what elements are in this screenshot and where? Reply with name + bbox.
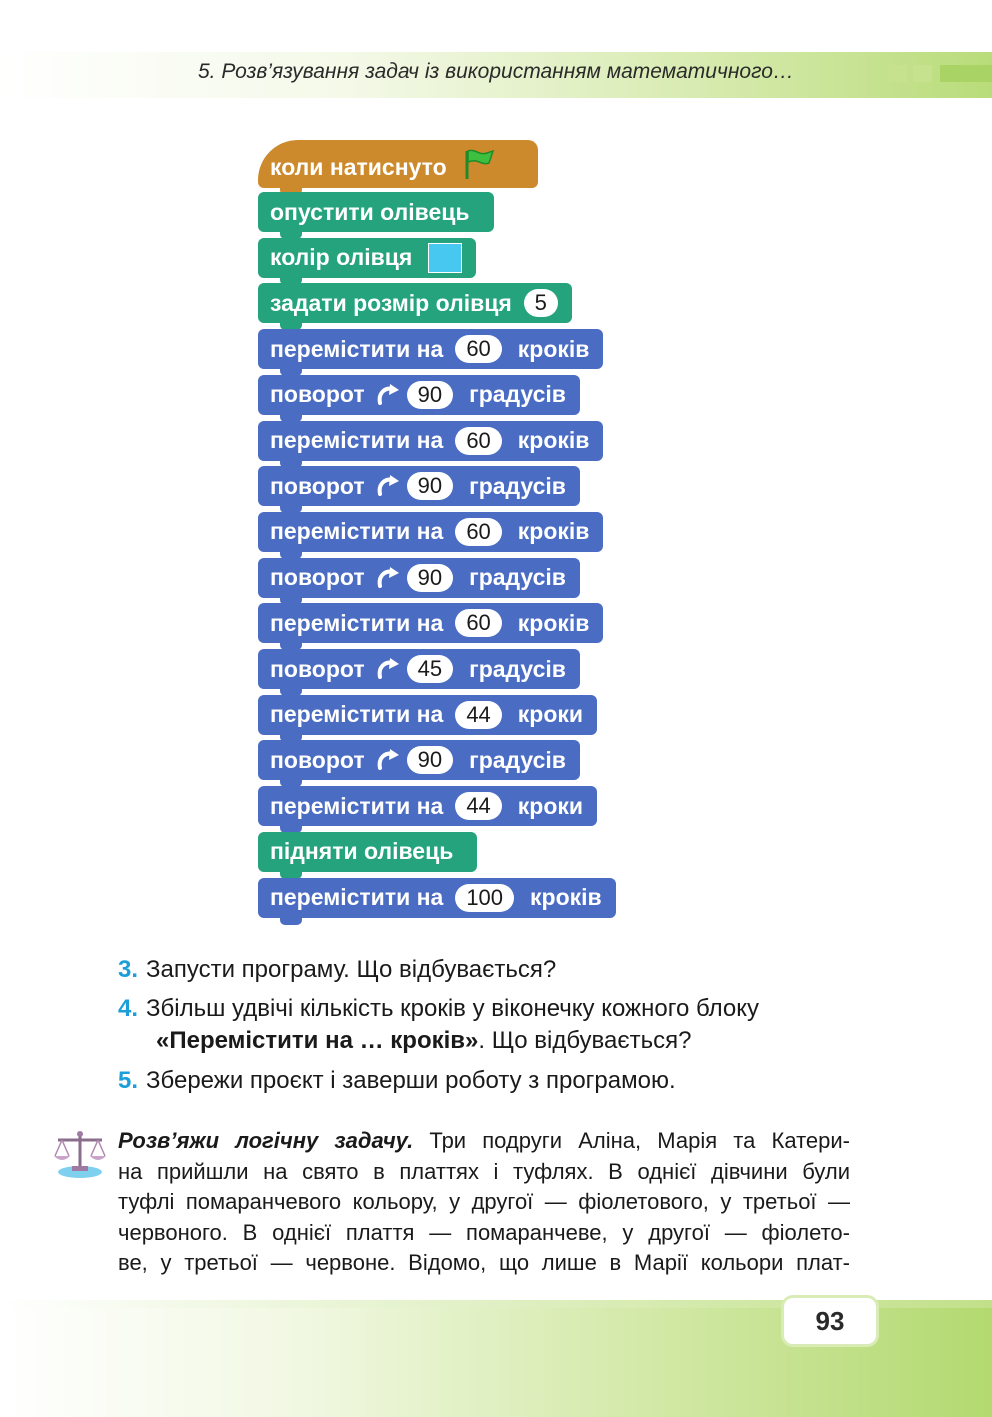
block-label: перемістити на bbox=[270, 427, 444, 453]
block-value-input[interactable]: 90 bbox=[407, 746, 453, 774]
block-value-input[interactable]: 90 bbox=[407, 472, 453, 500]
block-value-input[interactable]: 44 bbox=[455, 792, 501, 820]
task-text: Збережи проєкт і заверши роботу з програмою. bbox=[146, 1067, 676, 1094]
task-text-continued bbox=[118, 1025, 759, 1057]
logic-lead: Розв’яжи логічну задачу. bbox=[118, 1128, 414, 1153]
logic-line: на прийшли на свято в платтях і туфлях. В однієї дівчини були bbox=[118, 1158, 850, 1184]
turn-right-icon bbox=[375, 566, 401, 590]
block-unit: градусів bbox=[469, 472, 566, 499]
task-text: Запусти програму. Що відбувається? bbox=[146, 956, 557, 983]
block-value-input[interactable]: 5 bbox=[524, 289, 558, 317]
task-number: 5. bbox=[118, 1067, 139, 1094]
pen-block bbox=[258, 238, 476, 278]
motion-block bbox=[258, 603, 603, 643]
block-label: перемістити на bbox=[270, 792, 444, 819]
block-value-input[interactable]: 60 bbox=[455, 609, 501, 637]
pen-block bbox=[258, 283, 572, 323]
block-label: задати розмір олівця bbox=[270, 289, 512, 316]
header-decor-bar bbox=[940, 65, 992, 82]
logic-line: туфлі помаранчевого кольору, у другої — фіолетового, у третьої — bbox=[118, 1189, 850, 1214]
when-flag-clicked-block bbox=[258, 140, 538, 188]
task-4 bbox=[118, 993, 759, 1057]
block-value-input[interactable]: 44 bbox=[455, 701, 501, 729]
logic-problem bbox=[118, 1126, 850, 1279]
motion-block bbox=[258, 512, 603, 552]
block-unit: градусів bbox=[469, 655, 566, 682]
task-3 bbox=[118, 954, 556, 986]
header-decor-square bbox=[913, 65, 932, 82]
block-value-input[interactable]: 60 bbox=[455, 427, 501, 455]
chapter-title: 5. Розв’язування задач із використанням математичного… bbox=[198, 60, 794, 83]
scratch-program bbox=[258, 140, 718, 930]
block-unit: кроків bbox=[517, 609, 590, 636]
block-unit: кроків bbox=[517, 427, 590, 453]
logic-line-text: Три подруги Аліна, Марія та Катери- bbox=[413, 1128, 850, 1153]
block-unit: кроків bbox=[517, 518, 590, 545]
block-value-input[interactable]: 60 bbox=[455, 518, 501, 546]
block-unit: градусів bbox=[469, 746, 566, 773]
turn-right-icon bbox=[375, 748, 401, 772]
logic-line bbox=[118, 1126, 850, 1157]
task-text-end: . Що відбувається? bbox=[478, 1027, 692, 1054]
motion-block bbox=[258, 421, 603, 461]
motion-block bbox=[258, 558, 580, 598]
block-label: поворот bbox=[270, 472, 365, 499]
turn-right-icon bbox=[375, 657, 401, 681]
motion-block bbox=[258, 878, 616, 918]
turn-right-icon bbox=[375, 474, 401, 498]
task-bold-phrase: «Перемістити на … кроків» bbox=[156, 1027, 479, 1054]
header-decor-square bbox=[888, 65, 907, 82]
motion-block bbox=[258, 786, 597, 826]
page-number: 93 bbox=[781, 1295, 879, 1347]
motion-block bbox=[258, 329, 603, 369]
turn-right-icon bbox=[375, 383, 401, 407]
motion-block bbox=[258, 466, 580, 506]
hat-block-label: коли натиснуто bbox=[270, 153, 447, 180]
task-number: 3. bbox=[118, 956, 139, 983]
block-value-input[interactable]: 90 bbox=[407, 564, 453, 592]
block-label: перемістити на bbox=[270, 518, 444, 545]
motion-block bbox=[258, 695, 597, 735]
task-number: 4. bbox=[118, 995, 139, 1022]
block-unit: кроки bbox=[517, 792, 584, 819]
logic-line: ве, у третьої — червоне. Відомо, що лише в Марії кольори плат- bbox=[118, 1250, 850, 1275]
block-label: поворот bbox=[270, 381, 365, 408]
motion-block bbox=[258, 649, 580, 689]
block-label: перемістити на bbox=[270, 884, 444, 910]
pen-color-swatch[interactable] bbox=[428, 243, 462, 273]
block-unit: градусів bbox=[469, 564, 566, 591]
scales-icon bbox=[52, 1128, 108, 1180]
block-label: підняти олівець bbox=[270, 838, 454, 865]
block-label: колір олівця bbox=[270, 244, 413, 271]
logic-line: червоного. В однієї плаття — помаранчеве, у другої — фіолето- bbox=[118, 1219, 850, 1245]
block-label: поворот bbox=[270, 746, 365, 773]
block-value-input[interactable]: 45 bbox=[407, 655, 453, 683]
block-unit: градусів bbox=[469, 381, 566, 408]
block-value-input[interactable]: 90 bbox=[407, 381, 453, 409]
pen-block bbox=[258, 192, 494, 232]
task-text: Збільш удвічі кількість кроків у віконечку кожного блоку bbox=[146, 995, 760, 1022]
block-label: перемістити на bbox=[270, 701, 444, 728]
motion-block bbox=[258, 375, 580, 415]
green-flag-icon bbox=[461, 147, 497, 187]
block-label: перемістити на bbox=[270, 609, 444, 636]
block-label: перемістити на bbox=[270, 335, 444, 362]
block-label: поворот bbox=[270, 564, 365, 591]
block-value-input[interactable]: 100 bbox=[455, 884, 514, 912]
block-unit: кроків bbox=[530, 884, 602, 910]
task-5 bbox=[118, 1065, 676, 1097]
block-unit: кроки bbox=[517, 701, 584, 728]
pen-block bbox=[258, 832, 477, 872]
block-label: поворот bbox=[270, 655, 365, 682]
block-label: опустити олівець bbox=[270, 198, 470, 225]
motion-block bbox=[258, 740, 580, 780]
block-value-input[interactable]: 60 bbox=[455, 335, 501, 363]
block-unit: кроків bbox=[517, 335, 590, 362]
